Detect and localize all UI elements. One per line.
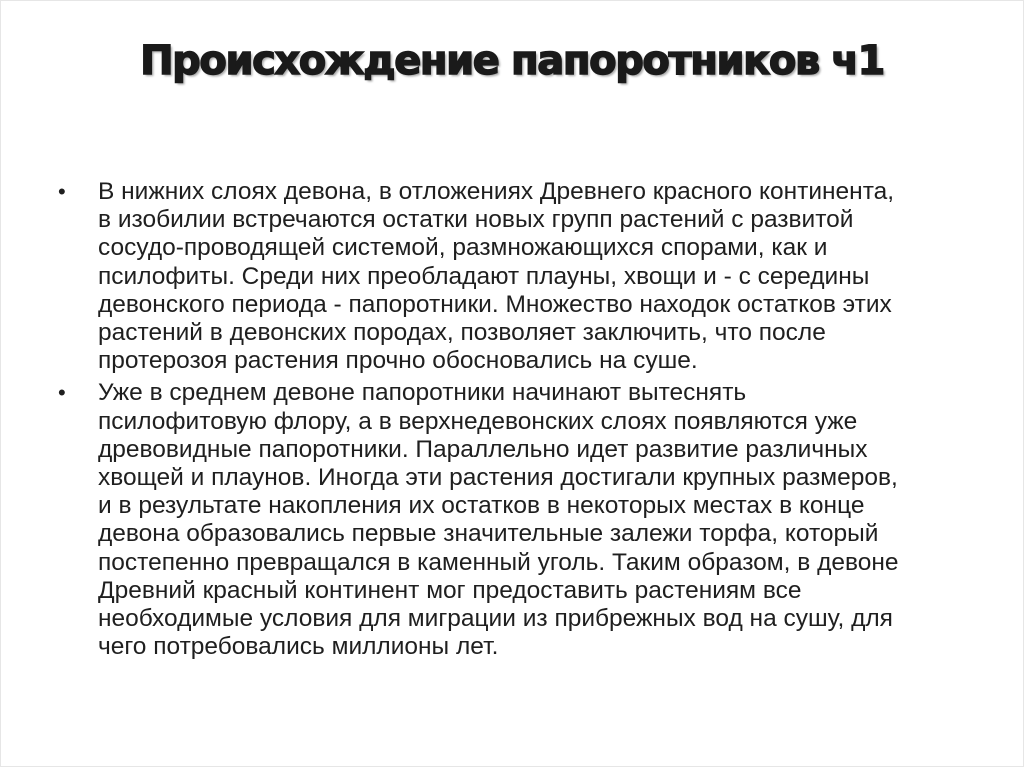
bullet-item-2 xyxy=(58,379,972,661)
bullet-text-line: постепенно превращался в каменный уголь. Таким образом, в девоне xyxy=(98,548,899,576)
bullet-text-line: в изобилии встречаются остатки новых групп растений с развитой xyxy=(98,206,854,234)
bullet-text-line: псилофитовую флору, а в верхнедевонских слоях появляются уже xyxy=(98,407,858,435)
bullet-text-line: сосудо-проводящей системой, размножающихся спорами, как и xyxy=(98,234,828,262)
bullet-item-1 xyxy=(58,178,972,375)
bullet-text-line: девонского периода - папоротники. Множество находок остатков этих xyxy=(98,290,892,318)
bullet-text-line: В нижних слоях девона, в отложениях Древнего красного континента, xyxy=(98,178,895,205)
bullet-text-line: Уже в среднем девоне папоротники начинают вытеснять xyxy=(98,379,747,407)
bullet-text-line: древовидные папоротники. Параллельно идет развитие различных xyxy=(98,435,868,463)
bullet-list xyxy=(58,178,972,665)
bullet-text-line: Древний красный континент мог предоставить растениям все xyxy=(98,576,802,604)
bullet-text-line: хвощей и плаунов. Иногда эти растения достигали крупных размеров, xyxy=(98,464,898,492)
bullet-text-line: протерозоя растения прочно обосновались на суше. xyxy=(98,347,698,375)
bullet-text-line: и в результате накопления их остатков в некоторых местах в конце xyxy=(98,492,865,520)
bullet-text-line: девона образовались первые значительные залежи торфа, который xyxy=(98,520,879,548)
bullet-dot-icon: • xyxy=(58,179,66,204)
slide-title: Происхождение папоротников ч1 xyxy=(140,38,884,84)
bullet-dot-icon: • xyxy=(58,380,66,406)
bullet-text-line: растений в девонских породах, позволяет заключить, что после xyxy=(98,319,826,347)
bullet-text-line: необходимые условия для миграции из прибрежных вод на сушу, для xyxy=(98,605,893,633)
bullet-text-line: чего потребовались миллионы лет. xyxy=(98,633,499,661)
bullet-text-line: псилофиты. Среди них преобладают плауны, хвощи и - с середины xyxy=(98,262,870,290)
